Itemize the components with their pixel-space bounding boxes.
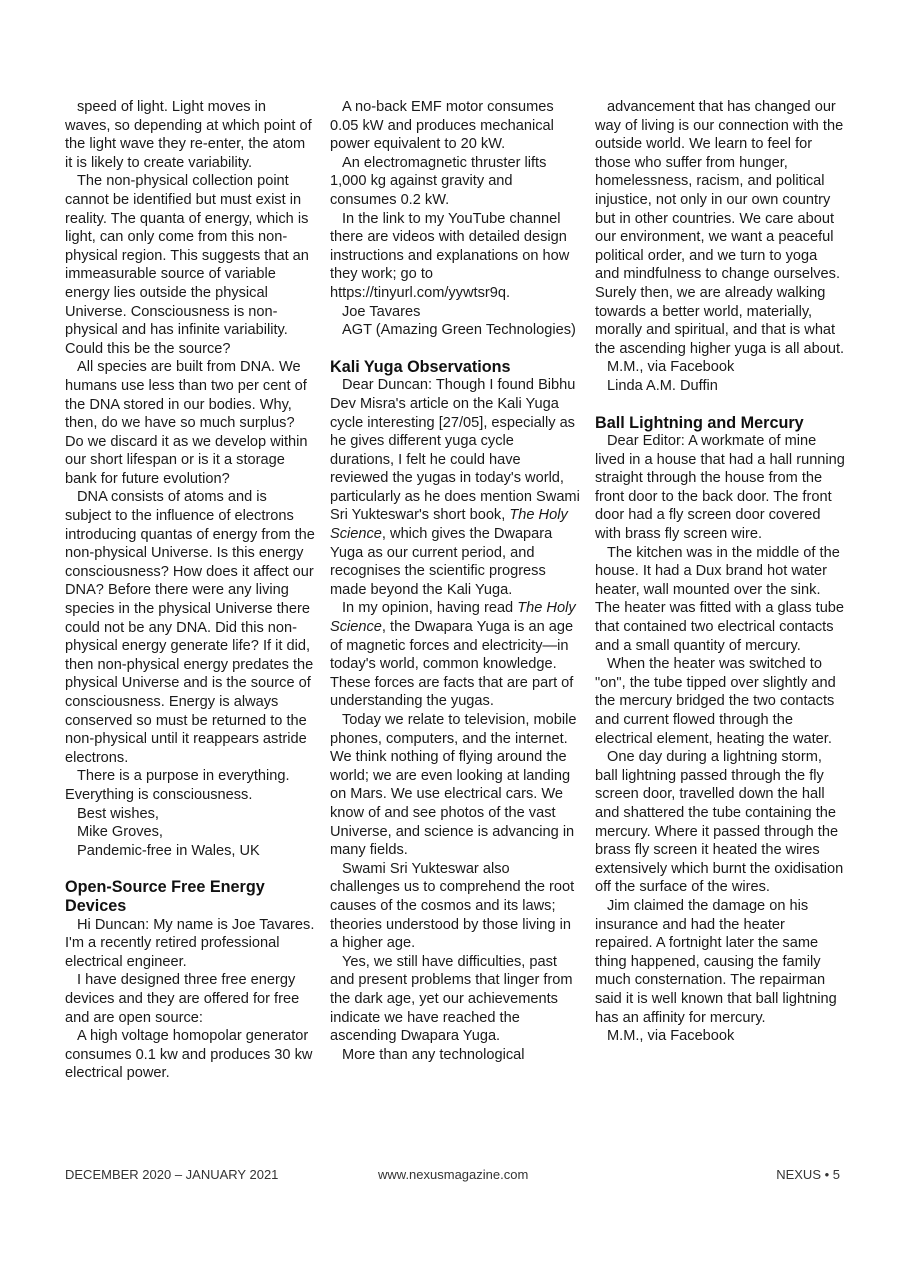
paragraph: More than any technological [342,1046,525,1063]
paragraph: Dear Editor: A workmate of mine lived in a house that had a hall running straight through the house from the front door to the back door. The front door had a fly screen door covered with brass fly screen wire. [595,433,845,543]
signoff-location: Pandemic-free in Wales, UK [77,842,260,859]
text-run: In my opinion, having read [342,600,518,617]
paragraph: There is a purpose in everything. Everything is consciousness. [65,768,290,803]
paragraph [330,376,580,599]
letter-heading: Kali Yuga Observations [330,357,511,376]
text-run: Dear Duncan: Though I found Bibhu Dev Misra's article on the Kali Yuga cycle interesting [27/05], especially as he gives different yuga cycle durations, I felt he could have reviewed the yugas in today's world, particularly as he does mention Swami Sri Yukteswar's short book, [330,377,580,524]
signoff-author: Mike Groves, [77,824,163,841]
paragraph: An electromagnetic thruster lifts 1,000 kg against gravity and consumes 0.2 kW. [330,154,547,208]
letter-heading: Ball Lightning and Mercury [595,413,804,432]
paragraph: I have designed three free energy devices and they are offered for free and are open source: [65,972,300,1026]
paragraph: Hi Duncan: My name is Joe Tavares. I'm a recently retired professional electrical engineer. [65,916,315,970]
book-title: The Holy Science [330,600,576,636]
signoff-author: Joe Tavares [342,303,421,320]
paragraph: The kitchen was in the middle of the house. It had a Dux brand hot water heater, wall mounted over the sink. The heater was fitted with a glass tube that contained two electrical contacts and a small quantity of mercury. [595,544,845,654]
paragraph: All species are built from DNA. We humans use less than two per cent of the DNA stored in our bodies. Why, then, do we have so much surplus? Do we discard it as we develop within our short lifespan or is it a storage bank for future evolution? [65,359,308,487]
paragraph: DNA consists of atoms and is subject to the influence of electrons introducing quantas of energy from the non-physical Universe. Is this energy consciousness? How does it affect our DNA? Before there were any living species in the physical Universe there could not be any DNA. Did this non-physical energy generate life? If it did, then non-physical energy predates the physical Universe and is the source of consciousness. Energy is always conserved so must be returned to the non-physical until it reappears astride electrons. [65,489,315,766]
signoff-author: M.M., via Facebook [607,1028,735,1045]
website-link[interactable]: www.nexusmagazine.com [378,1167,529,1182]
column-2 [330,98,580,1064]
signoff-line: Best wishes, [77,805,159,822]
book-title: The Holy Science [330,507,568,543]
text-run: , which gives the Dwapara Yuga as our current period, and recognises the scientific progress made beyond the Kali Yuga. [330,526,553,598]
issue-date: DECEMBER 2020 – JANUARY 2021 [65,1167,279,1182]
column-3 [595,98,845,1046]
paragraph: Yes, we still have difficulties, past and present problems that linger from the dark age, yet our achievements indicate we have reached the ascending Dwapara Yuga. [330,953,573,1045]
paragraph: The non-physical collection point cannot be identified but must exist in reality. The quanta of energy, which is light, can only come from this non-physical region. This suggests that an immeasurable source of variable energy lies outside the physical Universe. Consciousness is non-physical and has infinite variability. Could this be the source? [65,173,309,357]
paragraph: Today we relate to television, mobile phones, computers, and the internet. We think nothing of flying around the world; we are even looking at landing on Mars. We use electrical cars. We know of and see photos of the vast Universe, and science is advancing in many fields. [330,712,577,859]
paragraph [330,599,580,711]
paragraph: In the link to my YouTube channel there are videos with detailed design instructions and explanations on how they work; go to https://tinyurl.com/yywtsr9q. [330,210,570,301]
paragraph: Jim claimed the damage on his insurance and had the heater repaired. A fortnight later the same thing happened, causing the family much consternation. The repairman said it is well known that ball lightning has an affinity for mercury. [595,897,837,1026]
page-number: NEXUS • 5 [776,1167,840,1182]
paragraph: advancement that has changed our way of living is our connection with the outside world. We learn to feel for those who suffer from hunger, homelessness, racism, and political injustice, not only in our own country but in other countries. We care about our environment, we want a peaceful political order, and we turn to yoga and mindfulness to change ourselves. Surely then, we are already walking towards a better world, materially, morally and spiritual, and that is what the ascending higher yuga is all about. [595,99,845,357]
paragraph: Swami Sri Yukteswar also challenges us to comprehend the root causes of the cosmos and its laws; theories understood by those living in a higher age. [330,860,575,952]
text-run: , the Dwapara Yuga is an age of magnetic forces and electricity—in today's world, common knowledge. These forces are facts that are part of understanding the yugas. [330,619,574,710]
paragraph: A high voltage homopolar generator consumes 0.1 kw and produces 30 kw electrical power. [65,1028,313,1082]
signoff-line: M.M., via Facebook [607,359,735,376]
signoff-author: Linda A.M. Duffin [607,377,718,394]
signoff-organisation: AGT (Amazing Green Technologies) [342,322,576,339]
page-footer [65,1167,840,1187]
paragraph: speed of light. Light moves in waves, so depending at which point of the light wave they re-enter, the atom it is likely to create variability. [65,99,312,171]
paragraph: One day during a lightning storm, ball lightning passed through the fly screen door, travelled down the hall and shattered the tube containing the mercury. Where it passed through the brass fly screen it heated the wires extensively which burnt the oxidisation off the surface of the wires. [595,749,844,896]
column-1 [65,98,315,1083]
letter-heading: Open-Source Free Energy Devices [65,878,265,915]
paragraph: When the heater was switched to "on", the tube tipped over slightly and the mercury bridged the two contacts and current flowed through the electrical element, heating the water. [595,656,836,747]
paragraph: A no-back EMF motor consumes 0.05 kW and produces mechanical power equivalent to 20 kW. [330,99,554,153]
